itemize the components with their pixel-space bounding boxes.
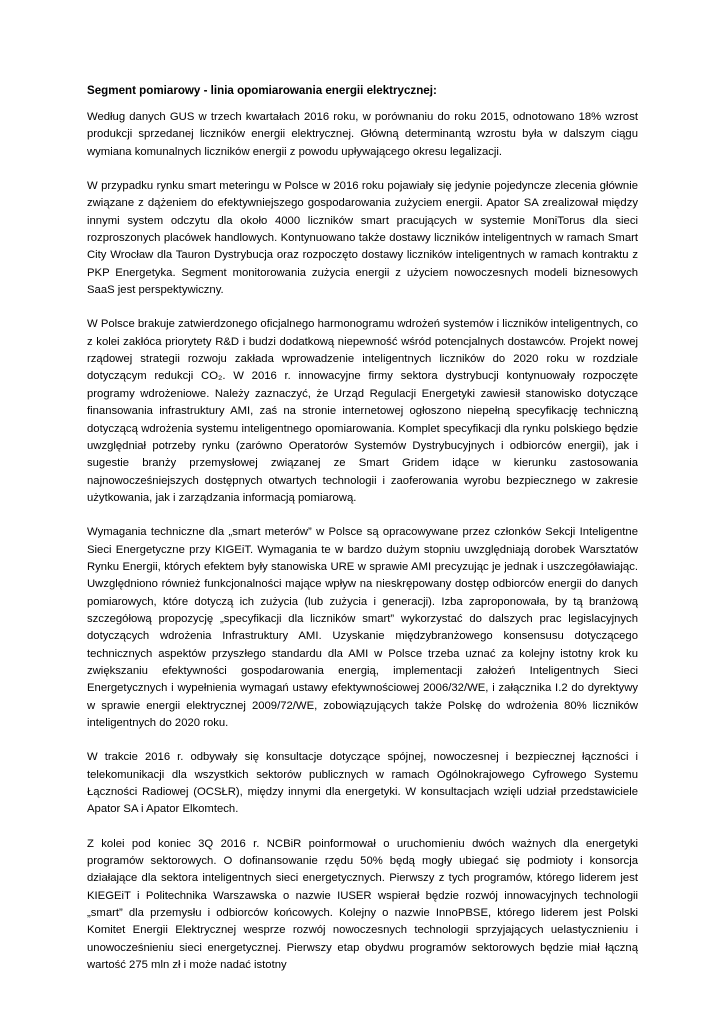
- paragraph-gus-production: Według danych GUS w trzech kwartałach 2016 roku, w porównaniu do roku 2015, odnotowano 18% wzrost produkcji sprzedanej liczników energii elektrycznej. Główną determinantą wzrostu była w dalszym ciągu wymiana komunalnych liczników energii z powodu upływającego okresu legalizacji.: [87, 111, 638, 158]
- paragraph-smart-metering: W przypadku rynku smart meteringu w Polsce w 2016 roku pojawiały się jedynie pojedyncze zlecenia głównie związane z dążeniem do efektywniejszego gospodarowania zużyciem energii. Apator SA zrealizował między innymi system odczytu dla około 4000 liczników smart pracujących w systemie MoniTorus dla sieci rozproszonych placówek handlowych. Kontynuowano także dostawy liczników inteligentnych w ramach Smart City Wrocław dla Tauron Dystrybucja oraz rozpoczęto dostawy liczników inteligentnych w ramach kontraktu z PKP Energetyka. Segment monitorowania zużycia energii z użyciem nowoczesnych modeli biznesowych SaaS jest perspektywiczny.: [87, 180, 638, 297]
- paragraph-ncbir-programs: Z kolei pod koniec 3Q 2016 r. NCBiR poinformował o uruchomieniu dwóch ważnych dla energetyki programów sektorowych. O dofinansowanie rzędu 50% będą mogły ubiegać się podmioty i konsorcja działające dla sektora inteligentnych sieci energetycznych. Pierwszy z tych programów, którego liderem jest KIEGEiT i Politechnika Warszawska o nazwie IUSER wspierał będzie rozwój innowacyjnych technologii „smart” dla przemysłu i odbiorców końcowych. Kolejny o nazwie InnoPBSE, którego liderem jest Polski Komitet Energii Elektrycznej wesprze rozwój nowoczesnych technologii sprzyjających uelastycznieniu i unowocześnieniu sieci energetycznej. Pierwszy etap obydwu programów sektorowych będzie miał łączną wartość 275 mln zł i może nadać istotny: [87, 837, 638, 972]
- paragraph-rollout-schedule: W Polsce brakuje zatwierdzonego oficjalnego harmonogramu wdrożeń systemów i liczników inteligentnych, co z kolei zakłóca priorytety R&D i budzi dodatkową niepewność wśród potencjalnych dostawców. Projekt nowej rządowej strategii rozwoju zakłada wprowadzenie inteligentnych liczników do 2020 roku w rozdziale dotyczącym redukcji CO₂. W 2016 r. innowacyjne firmy sektora dystrybucji kontynuowały rozpoczęte programy wdrożeniowe. Należy zaznaczyć, że Urząd Regulacji Energetyki zawiesił stanowisko dotyczące finansowania infrastruktury AMI, zaś na stronie internetowej ogłoszono niepełną specyfikację techniczną dotyczącą wdrożenia systemu inteligentnego opomiarowania. Komplet specyfikacji dla rynku polskiego będzie uwzględniał potrzeby rynku (zarówno Operatorów Systemów Dystrybucyjnych i odbiorców energii), jak i sugestie branży przemysłowej związanej ze Smart Gridem idące w kierunku zastosowania najnowocześniejszych dostępnych otwartych technologii i zaoferowania wyrobu bezpiecznego w zakresie użytkowania, jak i zarządzania informacją pomiarową.: [87, 318, 638, 504]
- paragraph-technical-requirements: Wymagania techniczne dla „smart meterów” w Polsce są opracowywane przez członków Sekcji Inteligentne Sieci Energetyczne przy KIGEiT. Wymagania te w bardzo dużym stopniu uwzględniają dorobek Warsztatów Rynku Energii, których efektem były stanowiska URE w sprawie AMI precyzując je jednak i uszczegóławiając. Uwzględniono również funkcjonalności mające wpływ na nieskrępowany dostęp odbiorców energii do danych pomiarowych, które dotyczą ich zużycia (lub zużycia i generacji). Izba zaproponowała, by tą branżową szczegółową propozycję „specyfikacji dla liczników smart” wykorzystać do dalszych prac legislacyjnych dotyczących wdrożenia Infrastruktury AMI. Uzyskanie międzybranżowego konsensusu dotyczącego technicznych aspektów przyszłego standardu dla AMI w Polsce trzeba uznać za kolejny istotny krok ku zwiększaniu efektywności gospodarowania energią, implementacji założeń Inteligentnych Sieci Energetycznych i wypełnienia wymagań ustawy efektywnościowej 2006/32/WE, i załącznika I.2 do dyrektywy w sprawie energii elektrycznej 2009/72/WE, zobowiązujących także Polskę do wdrożenia 80% liczników inteligentnych do 2020 roku.: [87, 526, 638, 729]
- document-page: [87, 82, 638, 974]
- paragraph-consultations: W trakcie 2016 r. odbywały się konsultacje dotyczące spójnej, nowoczesnej i bezpiecznej łączności i telekomunikacji dla wszystkich sektorów publicznych w ramach Ogólnokrajowego Cyfrowego Systemu Łączności Radiowej (OCSŁR), między innymi dla energetyki. W konsultacjach wzięli udział przedstawiciele Apator SA i Apator Elkomtech.: [87, 751, 638, 816]
- section-heading: Segment pomiarowy - linia opomiarowania energii elektrycznej:: [87, 84, 437, 97]
